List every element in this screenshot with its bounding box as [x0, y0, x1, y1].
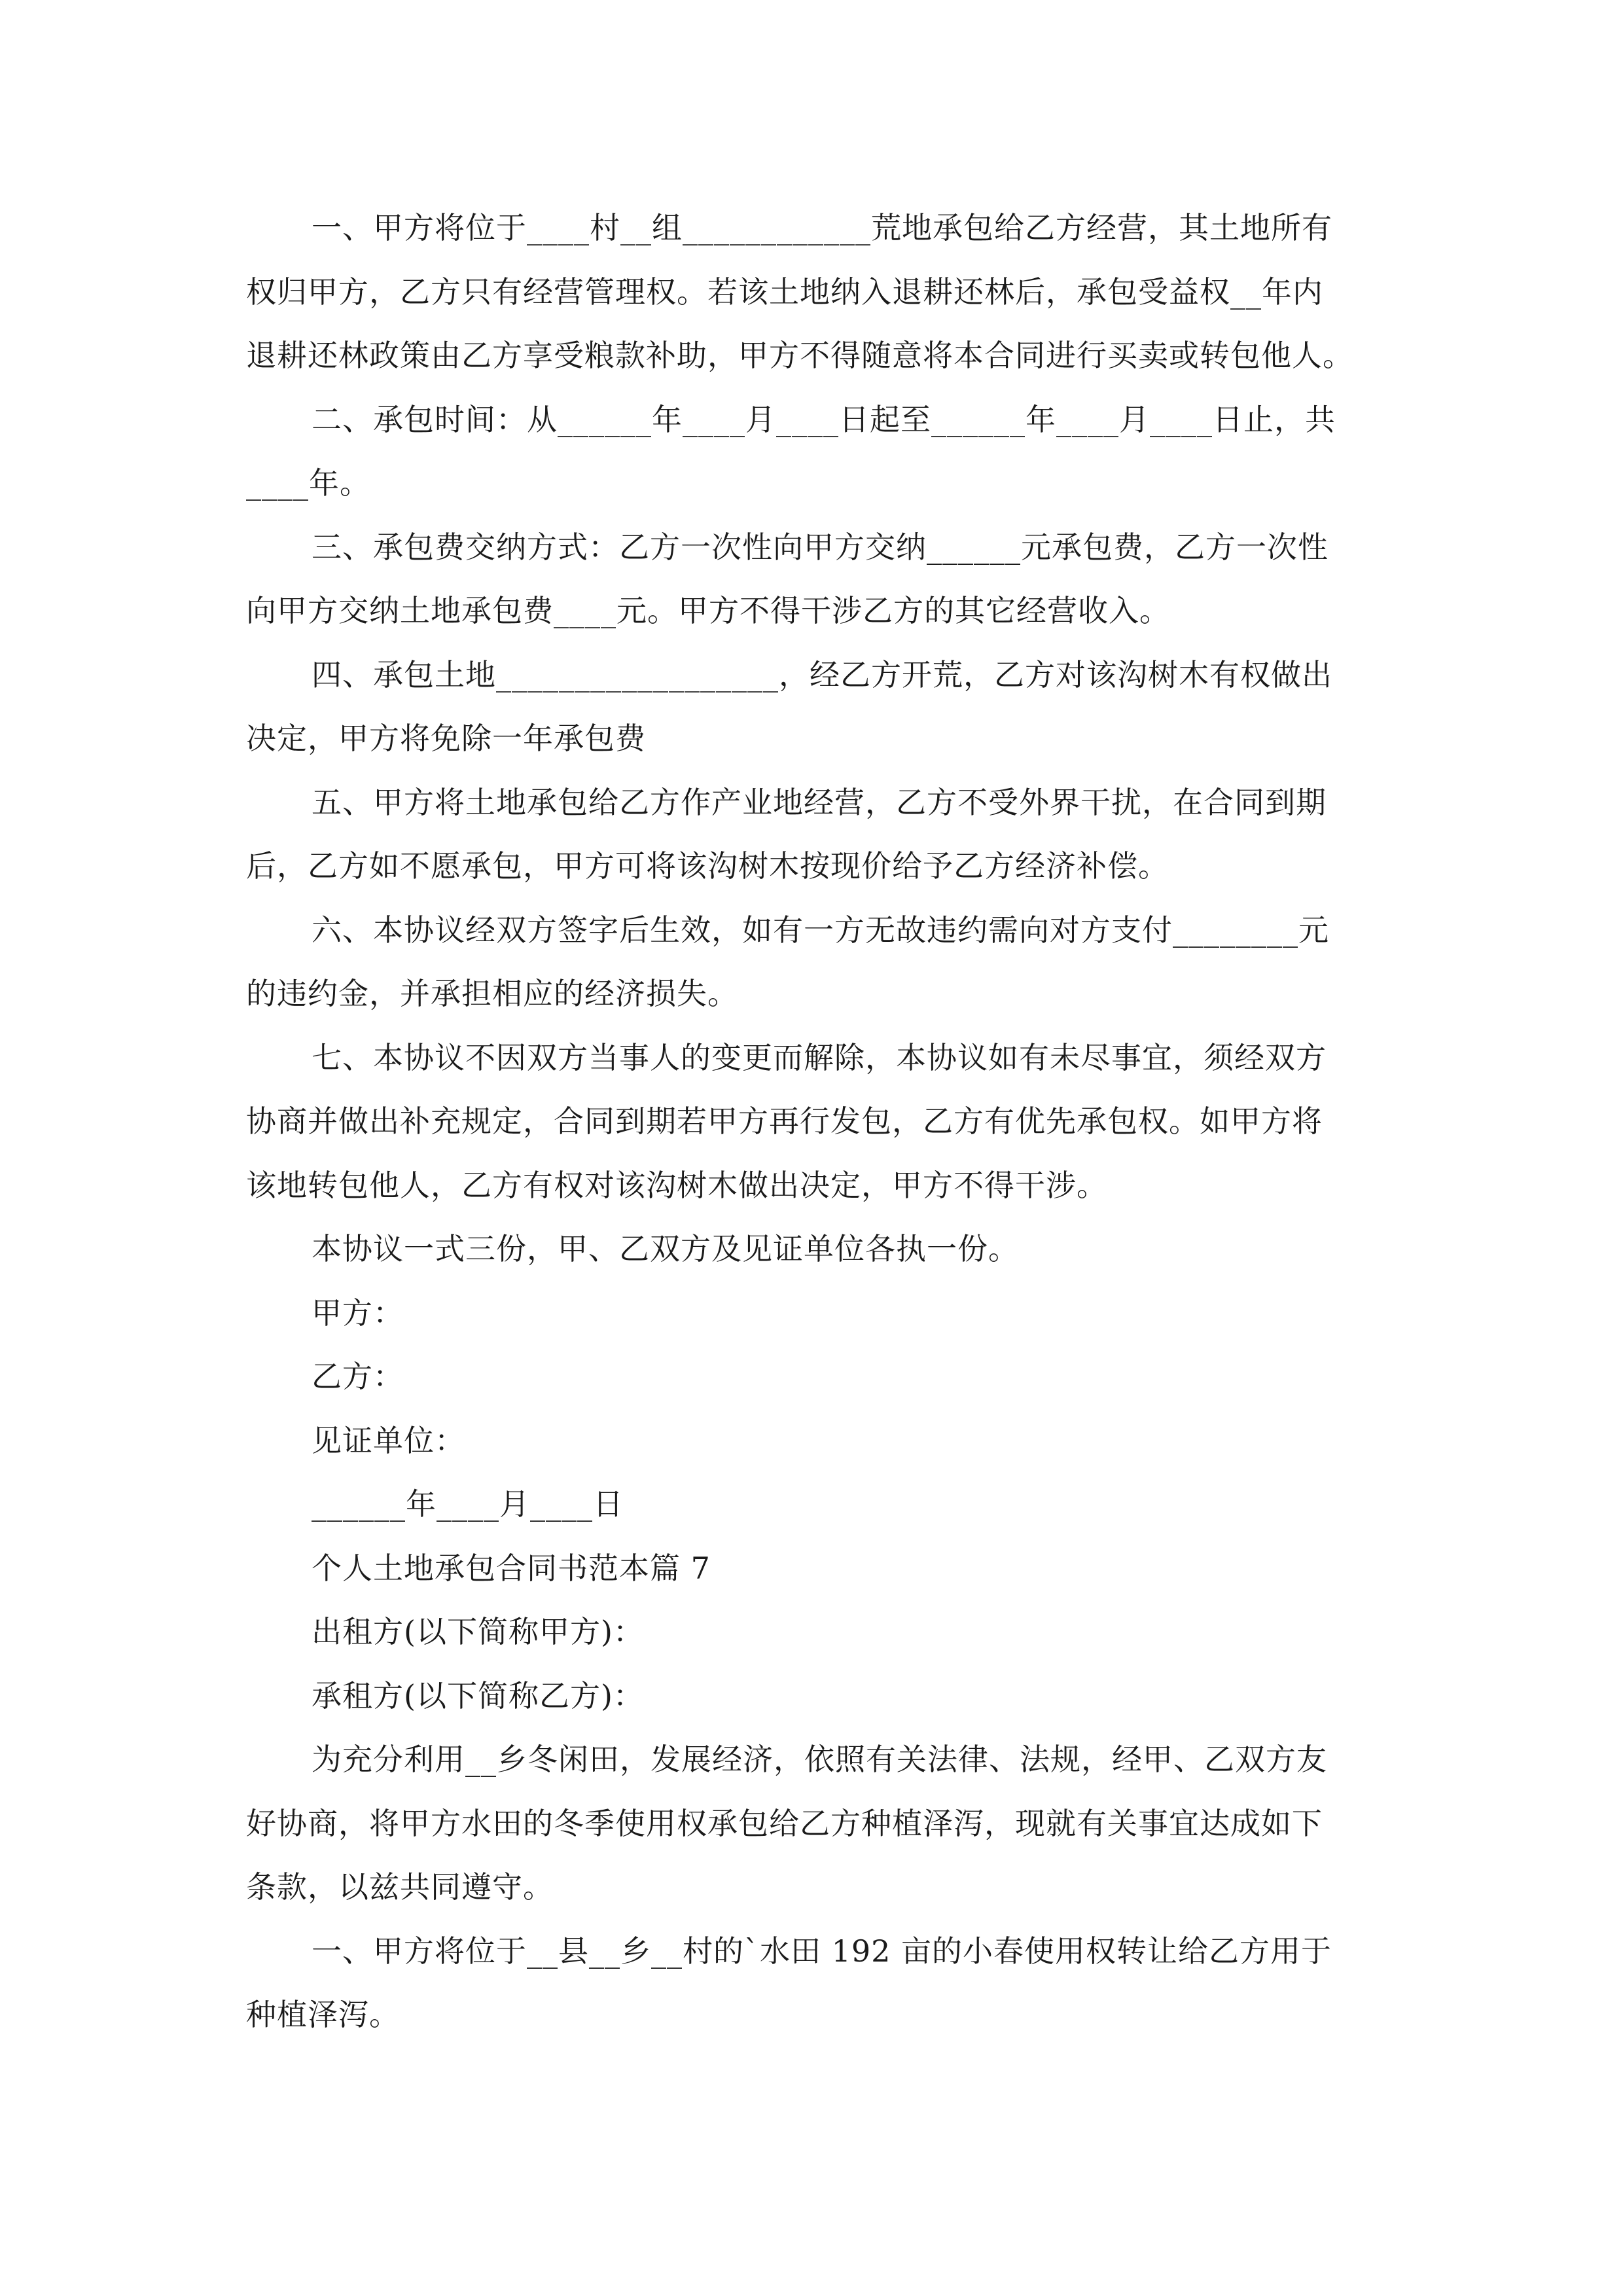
text-line: 七、本协议不因双方当事人的变更而解除，本协议如有未尽事宜，须经双方 — [312, 1039, 1327, 1075]
text-line: ______年____月____日 — [312, 1486, 624, 1522]
text-line: 为充分利用__乡冬闲田，发展经济，依照有关法律、法规，经甲、乙双方友 — [312, 1742, 1327, 1777]
text-line: ____年。 — [246, 465, 370, 501]
text-line: 条款，以兹共同遵守。 — [246, 1869, 554, 1905]
text-line: 权归甲方，乙方只有经营管理权。若该土地纳入退耕还林后，承包受益权__年内 — [246, 274, 1323, 310]
document-body — [246, 196, 1378, 2047]
text-line: 退耕还林政策由乙方享受粮款补助，甲方不得随意将本合同进行买卖或转包他人。 — [246, 338, 1353, 373]
text-line: 三、承包费交纳方式：乙方一次性向甲方交纳______元承包费，乙方一次性 — [312, 529, 1329, 565]
text-line: 一、甲方将位于____村__组____________荒地承包给乙方经营，其土地所有 — [312, 210, 1332, 245]
text-line: 种植泽泻。 — [246, 1997, 400, 2032]
text-line: 本协议一式三份，甲、乙双方及见证单位各执一份。 — [312, 1231, 1019, 1266]
text-line: 见证单位： — [312, 1422, 465, 1458]
text-line: 四、承包土地__________________，经乙方开荒，乙方对该沟树木有权做出 — [312, 656, 1332, 692]
text-line: 二、承包时间：从______年____月____日起至______年____月____日止，共 — [312, 401, 1336, 437]
text-line: 六、本协议经双方签字后生效，如有一方无故违约需向对方支付________元 — [312, 912, 1329, 948]
text-line: 后，乙方如不愿承包，甲方可将该沟树木按现价给予乙方经济补偿。 — [246, 848, 1169, 884]
text-line: 向甲方交纳土地承包费____元。甲方不得干涉乙方的其它经营收入。 — [246, 593, 1170, 628]
text-line: 甲方： — [312, 1295, 404, 1331]
text-line: 乙方： — [312, 1359, 404, 1394]
text-line: 好协商，将甲方水田的冬季使用权承包给乙方种植泽泻，现就有关事宜达成如下 — [246, 1805, 1323, 1841]
text-line: 承租方(以下简称乙方)： — [312, 1677, 644, 1713]
text-line: 个人土地承包合同书范本篇 7 — [312, 1550, 711, 1586]
text-line: 一、甲方将位于__县__乡__村的`水田 192 亩的小春使用权转让给乙方用于 — [312, 1933, 1332, 1969]
text-line: 五、甲方将土地承包给乙方作产业地经营，乙方不受外界干扰，在合同到期 — [312, 784, 1327, 820]
text-line: 该地转包他人，乙方有权对该沟树木做出决定，甲方不得干涉。 — [246, 1167, 1107, 1203]
text-line: 的违约金，并承担相应的经济损失。 — [246, 976, 738, 1011]
text-line: 决定，甲方将免除一年承包费 — [246, 721, 646, 756]
text-line: 协商并做出补充规定，合同到期若甲方再行发包，乙方有优先承包权。如甲方将 — [246, 1103, 1323, 1139]
text-line: 出租方(以下简称甲方)： — [312, 1614, 644, 1649]
